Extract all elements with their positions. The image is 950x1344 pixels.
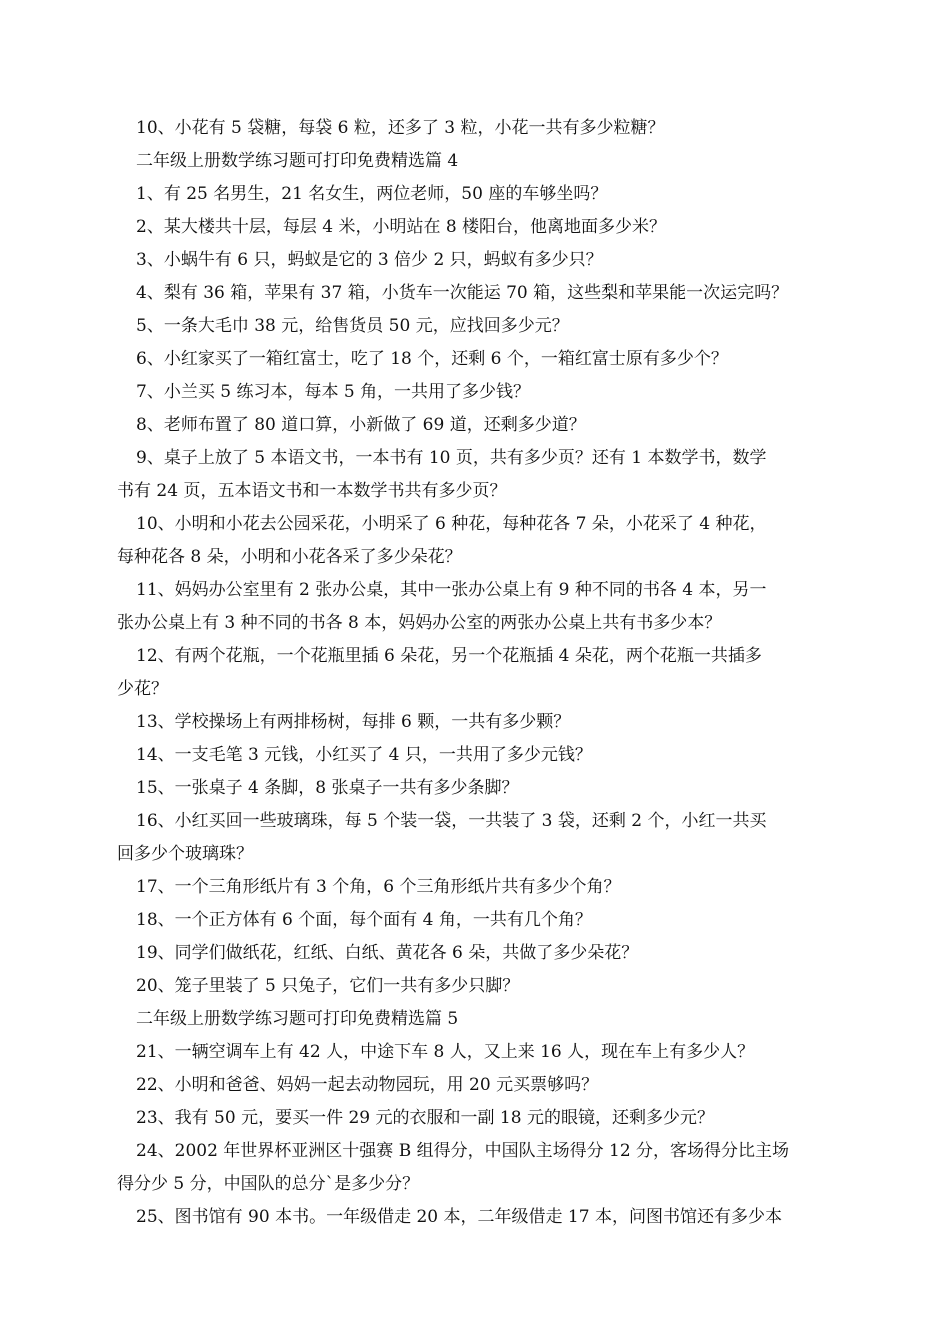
question-22: 22、小明和爸爸、妈妈一起去动物园玩，用 20 元买票够吗？	[136, 1075, 599, 1095]
question-12-line-1: 12、有两个花瓶，一个花瓶里插 6 朵花，另一个花瓶插 4 朵花，两个花瓶一共插多	[136, 646, 762, 666]
question-24-line-2: 得分少 5 分，中国队的总分`是多少分？	[117, 1174, 420, 1194]
question-16-line-2: 回多少个玻璃珠？	[117, 844, 253, 864]
question-9-line-1: 9、桌子上放了 5 本语文书，一本书有 10 页，共有多少页？还有 1 本数学书，数学	[136, 448, 767, 468]
question-25-line-1: 25、图书馆有 90 本书。一年级借走 20 本，二年级借走 17 本，问图书馆还有多少本	[136, 1207, 782, 1227]
question-19: 19、同学们做纸花，红纸、白纸、黄花各 6 朵，共做了多少朵花？	[136, 943, 639, 963]
question-6: 6、小红家买了一箱红富士，吃了 18 个，还剩 6 个，一箱红富士原有多少个？	[136, 349, 728, 369]
question-12-line-2: 少花？	[117, 679, 168, 699]
question-15: 15、一张桌子 4 条脚，8 张桌子一共有多少条脚？	[136, 778, 519, 798]
question-9-line-2: 书有 24 页，五本语文书和一本数学书共有多少页？	[117, 481, 507, 501]
question-10-line-2: 每种花各 8 朵，小明和小花各采了多少朵花？	[117, 547, 462, 567]
question-1: 1、有 25 名男生，21 名女生，两位老师，50 座的车够坐吗？	[136, 184, 608, 204]
question-8: 8、老师布置了 80 道口算，小新做了 69 道，还剩多少道？	[136, 415, 586, 435]
question-13: 13、学校操场上有两排杨树，每排 6 颗，一共有多少颗？	[136, 712, 571, 732]
question-2: 2、某大楼共十层，每层 4 米，小明站在 8 楼阳台，他离地面多少米？	[136, 217, 667, 237]
question-17: 17、一个三角形纸片有 3 个角，6 个三角形纸片共有多少个角？	[136, 877, 621, 897]
section-heading-5: 二年级上册数学练习题可打印免费精选篇 5	[136, 1009, 459, 1029]
section-heading-4: 二年级上册数学练习题可打印免费精选篇 4	[136, 151, 459, 171]
question-10-candy: 10、小花有 5 袋糖，每袋 6 粒，还多了 3 粒，小花一共有多少粒糖？	[136, 118, 665, 138]
question-4: 4、梨有 36 箱，苹果有 37 箱，小货车一次能运 70 箱，这些梨和苹果能一次运完吗？	[136, 283, 789, 303]
question-5: 5、一条大毛巾 38 元，给售货员 50 元，应找回多少元？	[136, 316, 569, 336]
question-11-line-2: 张办公桌上有 3 种不同的书各 8 本，妈妈办公室的两张办公桌上共有书多少本？	[117, 613, 722, 633]
question-16-line-1: 16、小红买回一些玻璃珠，每 5 个装一袋，一共装了 3 袋，还剩 2 个，小红一共买	[136, 811, 767, 831]
question-23: 23、我有 50 元，要买一件 29 元的衣服和一副 18 元的眼镜，还剩多少元？	[136, 1108, 714, 1128]
question-14: 14、一支毛笔 3 元钱，小红买了 4 只，一共用了多少元钱？	[136, 745, 592, 765]
question-24-line-1: 24、2002 年世界杯亚洲区十强赛 B 组得分，中国队主场得分 12 分，客场得分比主场	[136, 1141, 790, 1161]
question-3: 3、小蜗牛有 6 只，蚂蚁是它的 3 倍少 2 只，蚂蚁有多少只？	[136, 250, 603, 270]
question-7: 7、小兰买 5 练习本，每本 5 角，一共用了多少钱？	[136, 382, 531, 402]
question-20: 20、笼子里装了 5 只兔子，它们一共有多少只脚？	[136, 976, 520, 996]
question-11-line-1: 11、妈妈办公室里有 2 张办公桌，其中一张办公桌上有 9 种不同的书各 4 本，另一	[136, 580, 767, 600]
question-18: 18、一个正方体有 6 个面，每个面有 4 角，一共有几个角？	[136, 910, 592, 930]
question-10-line-1: 10、小明和小花去公园采花，小明采了 6 种花，每种花各 7 朵，小花采了 4 种花，	[136, 514, 767, 534]
question-21: 21、一辆空调车上有 42 人，中途下车 8 人，又上来 16 人，现在车上有多少人？	[136, 1042, 755, 1062]
